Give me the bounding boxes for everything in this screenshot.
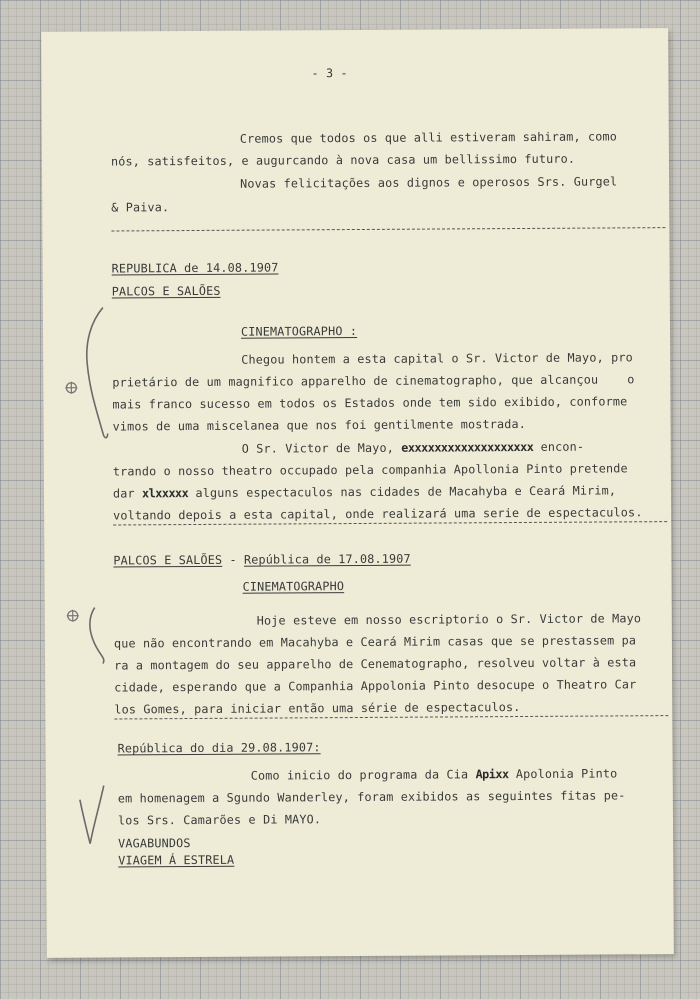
page-number: - 3 - <box>311 66 348 81</box>
section2-line-5: los Gomes, para iniciar então uma série de espectaculos. <box>114 700 521 717</box>
section3-line-1 <box>251 766 618 782</box>
pencil-check-mark-icon <box>59 601 119 671</box>
pencil-check-mark-icon <box>57 301 118 451</box>
section1-line-6: trando o nosso theatro occupado pela companhia Apollonia Pinto pretende <box>112 461 628 479</box>
document-sheet <box>41 28 674 958</box>
pencil-check-mark-icon <box>70 780 110 850</box>
intro-line-4: & Paiva. <box>111 200 170 215</box>
section1-line-7-start: dar <box>112 486 143 501</box>
section3-line-1-start: Como inicio do programa da Cia <box>250 767 476 783</box>
section2-separator: - <box>222 552 245 567</box>
section2-line-3: ra a montagem do seu apparelho de Cenematographo, resolveu voltar à esta <box>114 655 637 673</box>
section1-line-4: vimos de uma miscelanea que nos foi gentilmente mostrada. <box>112 416 527 434</box>
section2-line-1: Hoje esteve em nosso escriptorio o Sr. Victor de Mayo <box>256 611 642 628</box>
struck-text: xlxxxxx <box>141 486 189 501</box>
struck-text: exxxxxxxxxxxxxxxxxxx <box>401 439 534 455</box>
section3-line-3: los Srs. Camarões e Di MAYO. <box>117 812 322 828</box>
section2-header <box>113 552 410 568</box>
section3-line-1-end: Apolonia Pinto <box>508 766 618 782</box>
section1-source: REPUBLICA de 14.08.1907 <box>111 260 279 276</box>
section1-line-3: mais franco sucesso em todos os Estados onde tem sido exibido, conforme <box>112 394 628 412</box>
section1-line-7-end: alguns espectaculos nas cidades de Macahyba e Ceará Mirim, <box>188 483 617 501</box>
section2-column: PALCOS E SALÕES <box>113 552 223 568</box>
section2-line-4: cidade, esperando que a Companhia Appolonia Pinto desocupe o Theatro Car <box>114 677 637 695</box>
separator-1 <box>111 227 665 231</box>
section1-line-1: Chegou hontem a esta capital o Sr. Victor de Mayo, pro <box>241 350 633 367</box>
section2-heading: CINEMATOGRAPHO <box>242 579 345 594</box>
section1-line-5-start: O Sr. Victor de Mayo, <box>241 440 402 456</box>
intro-line-1: Cremos que todos os que alli estiveram sahiram, como <box>239 129 617 146</box>
section1-line-8: voltando depois a esta capital, onde realizará uma serie de espectaculos. <box>113 505 643 523</box>
section1-column: PALCOS E SALÕES <box>111 283 221 299</box>
section1-heading: CINEMATOGRAPHO : <box>240 323 358 339</box>
section2-line-2: que não encontrando em Macahyba e Ceará Mirim casas que se prestassem pa <box>113 633 637 651</box>
section1-line-2: prietário de um magnifico apparelho de cinematographo, que alcançou o <box>112 372 635 390</box>
section1-line-7 <box>113 483 616 500</box>
film-title-1: VAGABUNDOS <box>118 836 191 851</box>
intro-line-3: Novas felicitações aos dignos e operosos Srs. Gurgel <box>240 174 618 191</box>
section1-line-5-end: encon- <box>533 439 585 454</box>
film-title-2: VIAGEM Á ESTRELA <box>118 852 235 868</box>
struck-text: Apixx <box>475 767 509 782</box>
section1-line-5 <box>242 440 584 456</box>
section3-line-2: em homenagem a Sgundo Wanderley, foram exibidos as seguintes fitas pe- <box>117 788 626 806</box>
section2-source: República de 17.08.1907 <box>243 551 411 567</box>
intro-line-2: nós, satisfeitos, e augurcando à nova casa um bellissimo futuro. <box>110 151 576 169</box>
section3-source: República do dia 29.08.1907: <box>117 740 321 756</box>
